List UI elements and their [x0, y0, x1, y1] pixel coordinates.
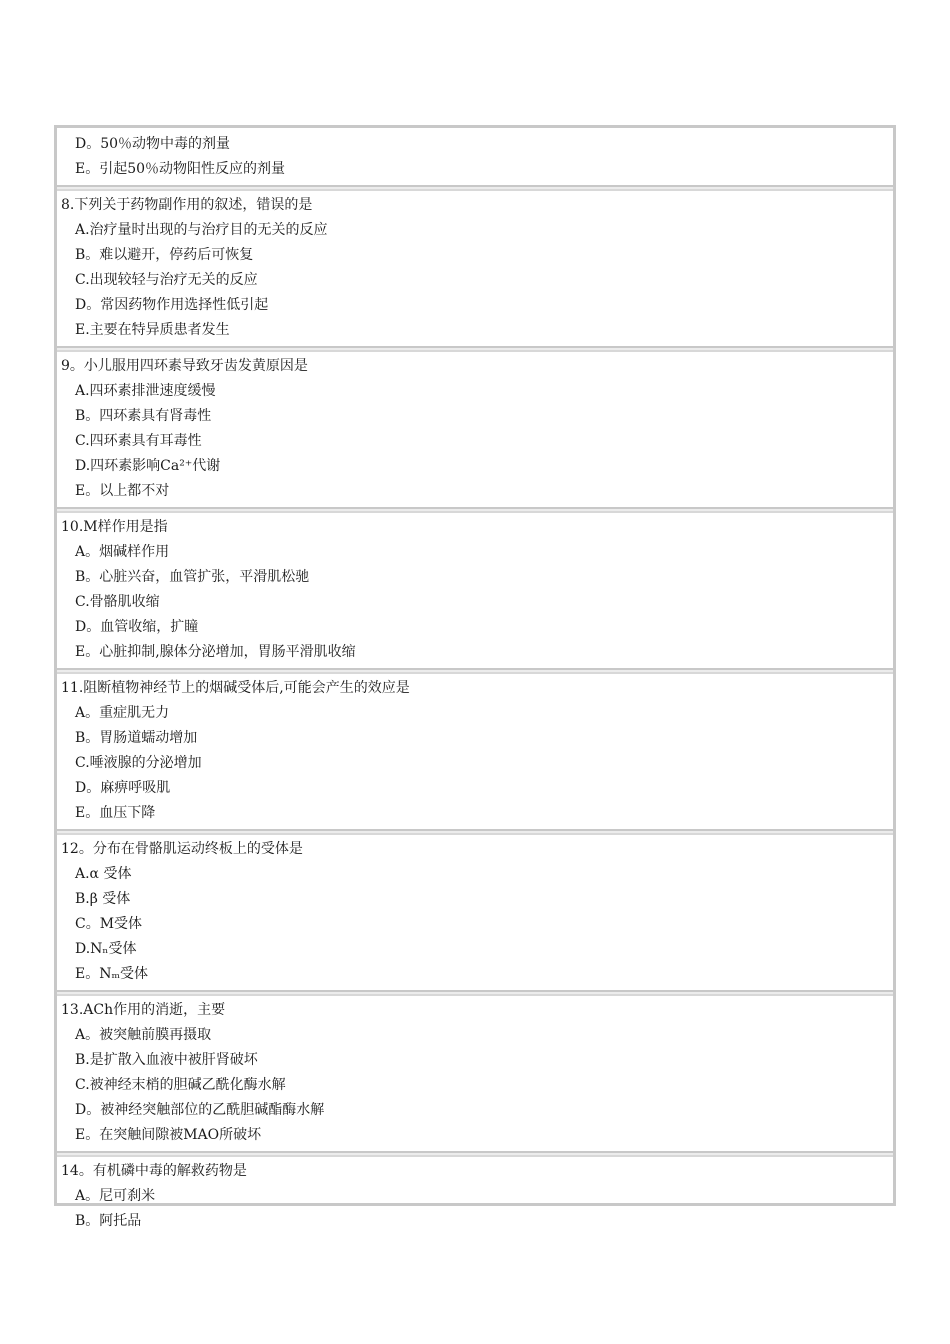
answer-option: C.被神经末梢的胆碱乙酰化酶水解: [75, 1077, 286, 1093]
answer-option: D.Nₙ受体: [75, 941, 137, 957]
question-block: [57, 837, 893, 987]
question-block: [57, 132, 893, 182]
answer-option: B。胃肠道蠕动增加: [75, 730, 198, 746]
question-block: [57, 1159, 893, 1234]
answer-option: B。心脏兴奋，血管扩张，平滑肌松驰: [75, 569, 310, 585]
question-block: [57, 998, 893, 1148]
question-text: 10.M样作用是指: [61, 519, 168, 535]
block-separator: [57, 668, 893, 674]
question-text: 8.下列关于药物副作用的叙述，错误的是: [61, 197, 313, 213]
question-block: [57, 515, 893, 665]
answer-option: B.β 受体: [75, 891, 131, 907]
question-sheet: [54, 125, 896, 1229]
block-separator: [57, 507, 893, 513]
answer-option: C.四环素具有耳毒性: [75, 433, 202, 449]
block-separator: [57, 1151, 893, 1157]
question-text: 9。小儿服用四环素导致牙齿发黄原因是: [61, 358, 308, 374]
answer-option: E.主要在特异质患者发生: [75, 322, 230, 338]
question-text: 13.ACh作用的消逝，主要: [61, 1002, 226, 1018]
answer-option: D。被神经突触部位的乙酰胆碱酯酶水解: [75, 1102, 325, 1118]
answer-option: A.治疗量时出现的与治疗目的无关的反应: [75, 222, 328, 238]
answer-option: E。Nₘ受体: [75, 966, 149, 982]
answer-option: E。心脏抑制,腺体分泌增加，胃肠平滑肌收缩: [75, 644, 356, 660]
answer-option: A。重症肌无力: [75, 705, 170, 721]
answer-option: B.是扩散入血液中被肝肾破坏: [75, 1052, 258, 1068]
answer-option: C.唾液腺的分泌增加: [75, 755, 202, 771]
question-block: [57, 354, 893, 504]
answer-option: D.四环素影响Ca²⁺代谢: [75, 458, 221, 474]
answer-option: B。四环素具有肾毒性: [75, 408, 212, 424]
answer-option: E。以上都不对: [75, 483, 170, 499]
answer-option: A.四环素排泄速度缓慢: [75, 383, 216, 399]
answer-option: D。常因药物作用选择性低引起: [75, 297, 269, 313]
answer-option: B。难以避开，停药后可恢复: [75, 247, 254, 263]
block-separator: [57, 829, 893, 835]
answer-option: E。在突触间隙被MAO所破坏: [75, 1127, 262, 1143]
block-separator: [57, 990, 893, 996]
answer-option: D。50％动物中毒的剂量: [75, 136, 231, 152]
answer-option: C.出现较轻与治疗无关的反应: [75, 272, 258, 288]
question-text: 11.阻断植物神经节上的烟碱受体后,可能会产生的效应是: [61, 680, 410, 696]
answer-option: A.α 受体: [75, 866, 132, 882]
question-block: [57, 676, 893, 826]
question-text: 14。有机磷中毒的解救药物是: [61, 1163, 247, 1179]
block-separator: [57, 346, 893, 352]
answer-option: C.骨骼肌收缩: [75, 594, 160, 610]
answer-option: B。阿托品: [75, 1213, 142, 1229]
answer-option: A。烟碱样作用: [75, 544, 170, 560]
answer-option: A。尼可刹米: [75, 1188, 156, 1204]
question-text: 12。分布在骨骼肌运动终板上的受体是: [61, 841, 303, 857]
answer-option: D。麻痹呼吸肌: [75, 780, 171, 796]
answer-option: A。被突触前膜再摄取: [75, 1027, 212, 1043]
answer-option: E。引起50％动物阳性反应的剂量: [75, 161, 286, 177]
answer-option: C。M受体: [75, 916, 143, 932]
block-separator: [57, 185, 893, 191]
answer-option: E。血压下降: [75, 805, 156, 821]
answer-option: D。血管收缩，扩瞳: [75, 619, 199, 635]
question-block: [57, 193, 893, 343]
